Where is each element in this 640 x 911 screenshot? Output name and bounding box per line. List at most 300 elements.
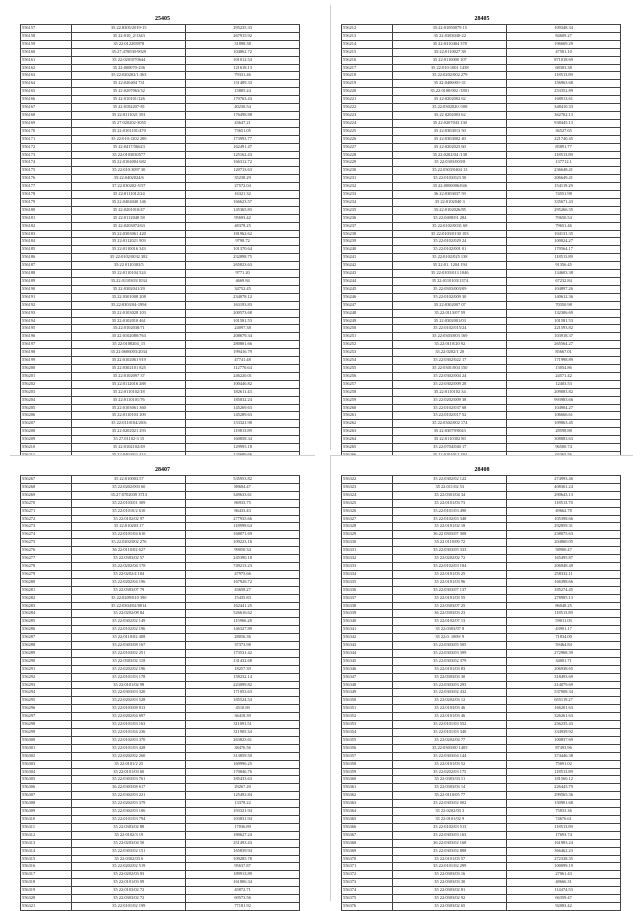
row-number-cell: 556350 <box>342 697 393 705</box>
cadastral-number-cell: 35 22:0101/04 236 <box>72 729 186 737</box>
value-cell: 167926.72 <box>186 578 300 586</box>
table-row <box>342 175 621 183</box>
table-row <box>342 301 621 309</box>
value-cell: 105398.66 <box>507 515 621 523</box>
cadastral-number-cell: 35.22:0101/03 83 <box>393 665 507 673</box>
document-page-1 <box>10 5 315 450</box>
row-number-cell: 556270 <box>21 499 72 507</box>
cadastral-number-cell: 35 22:0102/029 24 <box>393 238 507 246</box>
row-number-cell: 556320 <box>21 895 72 903</box>
row-number-cell: 556326 <box>342 507 393 515</box>
table-row <box>21 673 300 681</box>
cadastral-number-cell: 35 22:0303/003 169 <box>393 333 507 341</box>
row-number-cell: 556369 <box>342 847 393 855</box>
row-number-cell: 556267 <box>21 476 72 484</box>
cadastral-number-cell: 35 22:0110000 107 <box>393 56 507 64</box>
value-cell: 272338.35 <box>507 855 621 863</box>
row-number-cell: 556287 <box>21 634 72 642</box>
cadastral-number-cell: 35 22:0110/02 408 <box>72 634 186 642</box>
cadastral-number-cell: 35 22:0207043 130 <box>393 119 507 127</box>
value-cell: 71834.00 <box>507 634 621 642</box>
value-cell: 45872.71 <box>186 887 300 895</box>
table-row <box>21 317 300 325</box>
row-number-cell: 556311 <box>21 823 72 831</box>
row-number-cell: 556173 <box>21 151 72 159</box>
row-number-cell: 556324 <box>342 491 393 499</box>
cadastral-number-cell: 35 22:0303/07 8 <box>393 626 507 634</box>
cadastral-number-cell: 35 22:0303/02 57 <box>72 555 186 563</box>
row-number-cell: 556306 <box>21 784 72 792</box>
table-row <box>21 167 300 175</box>
table-row <box>342 380 621 388</box>
cadastral-number-cell: 35 22:0101/03 794 <box>72 815 186 823</box>
table-row <box>21 364 300 372</box>
table-row <box>342 191 621 199</box>
cadastral-number-cell: 35 22:0303/03 14 <box>393 784 507 792</box>
value-cell: 166201.63 <box>507 705 621 713</box>
table-row <box>342 246 621 254</box>
row-number-cell: 556264 <box>342 436 393 444</box>
table-row <box>21 831 300 839</box>
value-cell: 118513.89 <box>507 610 621 618</box>
table-row <box>21 610 300 618</box>
cadastral-number-cell: 35 22:0302/009 28 <box>393 380 507 388</box>
cadastral-number-cell: 35 22:0102/015/24 <box>393 325 507 333</box>
cadastral-number-cell: 35:22:0402024/6 <box>72 175 186 183</box>
cadastral-number-cell: 35 22:0303/02 72 <box>72 895 186 903</box>
table-row <box>21 815 300 823</box>
row-number-cell: 556163 <box>21 72 72 80</box>
page-title: 28405 <box>474 16 490 22</box>
value-cell: 290643.13 <box>507 491 621 499</box>
table-row <box>342 578 621 586</box>
table-row <box>21 823 300 831</box>
cadastral-number-cell: 35 22:010101/126 <box>72 96 186 104</box>
cadastral-number-cell: 35 22:0303/03 293 <box>393 681 507 689</box>
value-cell: 15885.24 <box>186 88 300 96</box>
table-row <box>21 412 300 420</box>
value-cell: 104131.35 <box>507 230 621 238</box>
value-cell: 274993.46 <box>507 476 621 484</box>
row-number-cell: 556217 <box>342 64 393 72</box>
cadastral-number-cell: 35 22:0103/01 309 <box>72 499 186 507</box>
value-cell: 408361.24 <box>507 483 621 491</box>
value-cell: 267915.92 <box>186 32 300 40</box>
cadastral-number-cell: 35 22:0303/02 432 <box>393 689 507 697</box>
row-number-cell: 556157 <box>21 25 72 33</box>
row-number-cell: 556184 <box>21 238 72 246</box>
table-row <box>21 333 300 341</box>
table-row <box>21 784 300 792</box>
value-cell: 140612.36 <box>507 293 621 301</box>
table-row <box>21 744 300 752</box>
value-cell: 335671.43 <box>507 198 621 206</box>
row-number-cell: 556365 <box>342 815 393 823</box>
row-number-cell: 556351 <box>342 705 393 713</box>
value-cell: 104862.72 <box>186 48 300 56</box>
value-cell: 168913.61 <box>507 96 621 104</box>
cadastral-number-cell: 35 22:0101/03 52 <box>393 760 507 768</box>
row-number-cell: 556372 <box>342 871 393 879</box>
row-number-cell: 556167 <box>21 104 72 112</box>
row-number-cell: 556237 <box>342 222 393 230</box>
value-cell: 295266.35 <box>507 206 621 214</box>
table-row <box>21 40 300 48</box>
table-row <box>342 752 621 760</box>
cadastral-number-cell: 35 22:0102/025 138 <box>393 254 507 262</box>
value-cell: 86048.25 <box>507 602 621 610</box>
document-page-4 <box>330 455 633 908</box>
cadastral-number-cell: 35 22:0101/03 163 <box>72 721 186 729</box>
cadastral-number-cell: 35 22:0104004 682 <box>72 159 186 167</box>
table-row <box>342 436 621 444</box>
row-number-cell: 556241 <box>342 254 393 262</box>
value-cell: 171053.63 <box>186 689 300 697</box>
table-row <box>21 206 300 214</box>
cadastral-number-cell: 35 22:010003.57 <box>72 476 186 484</box>
table-row <box>342 491 621 499</box>
row-number-cell: 556182 <box>21 222 72 230</box>
row-number-cell: 556361 <box>342 784 393 792</box>
cadastral-number-cell: 35 22:0301/004 150 <box>393 364 507 372</box>
cadastral-number-cell: 35 22:0406001-31 <box>393 80 507 88</box>
row-number-cell: 556206 <box>21 412 72 420</box>
row-number-cell: 556373 <box>342 879 393 887</box>
value-cell: 47581.10 <box>507 48 621 56</box>
table-row <box>342 64 621 72</box>
cadastral-number-cell: 35 22:0110103/1374 <box>393 278 507 286</box>
cadastral-number-cell: 35 22:0310404 378 <box>393 40 507 48</box>
table-row <box>342 507 621 515</box>
row-number-cell: 556207 <box>21 420 72 428</box>
value-cell: 109223.16 <box>186 539 300 547</box>
row-number-cell: 556337 <box>342 594 393 602</box>
value-cell: 119813.89 <box>186 428 300 436</box>
table-row <box>21 902 300 910</box>
value-cell: 749213.23 <box>186 562 300 570</box>
row-number-cell: 556339 <box>342 610 393 618</box>
value-cell: 109285.78 <box>186 855 300 863</box>
table-row <box>21 776 300 784</box>
value-cell: 537008.34 <box>507 689 621 697</box>
row-number-cell: 556330 <box>342 539 393 547</box>
table-row <box>21 143 300 151</box>
value-cell: 223099.82 <box>186 681 300 689</box>
cadastral-number-cell: 35 22:0202/02 519 <box>72 863 186 871</box>
cadastral-number-cell: 35 22:0102097 37 <box>72 372 186 380</box>
value-cell: 37373.98 <box>186 642 300 650</box>
table-row <box>342 531 621 539</box>
table-row <box>21 847 300 855</box>
cadastral-number-cell: 35 22:0111012/24 <box>72 191 186 199</box>
cadastral-number-cell: 35:22:0102026/85 <box>393 206 507 214</box>
row-number-cell: 556277 <box>21 555 72 563</box>
cadastral-number-cell: 35 22:0303013 50 <box>393 127 507 135</box>
cadastral-number-cell: 35 22:0302/004 24 <box>393 372 507 380</box>
page-title: 28408 <box>474 467 490 473</box>
row-number-cell: 556174 <box>21 159 72 167</box>
table-row <box>342 96 621 104</box>
table-row <box>342 238 621 246</box>
table-row <box>342 483 621 491</box>
row-number-cell: 556273 <box>21 523 72 531</box>
cadastral-number-cell: 35 22:0110104 524 <box>72 270 186 278</box>
cadastral-number-cell: 35 22:010:1202 200 <box>72 135 186 143</box>
row-number-cell: 556187 <box>21 262 72 270</box>
row-number-cell: 556231 <box>342 175 393 183</box>
row-number-cell: 556251 <box>342 333 393 341</box>
value-cell: 75691.02 <box>507 760 621 768</box>
value-cell: 47975.66 <box>186 570 300 578</box>
value-cell: 258332.11 <box>507 570 621 578</box>
row-number-cell: 556298 <box>21 721 72 729</box>
value-cell: 313859.50 <box>186 752 300 760</box>
row-number-cell: 556225 <box>342 127 393 135</box>
value-cell: 161983.24 <box>507 839 621 847</box>
row-number-cell: 556220 <box>342 88 393 96</box>
row-number-cell: 556366 <box>342 823 393 831</box>
row-number-cell: 556353 <box>342 721 393 729</box>
value-cell: 137712.1 <box>507 159 621 167</box>
cadastral-number-cell: 35 22:0202/003 60 <box>72 483 186 491</box>
cadastral-number-cell: 36.22 0303/07 308 <box>393 531 507 539</box>
row-number-cell: 556190 <box>21 285 72 293</box>
cadastral-number-cell: 35 22:0111021 591 <box>72 111 186 119</box>
cadastral-number-cell: 35 22:0303/003/8 <box>393 159 507 167</box>
value-cell: 204860.05 <box>507 539 621 547</box>
page-title: 28407 <box>155 467 170 473</box>
table-row <box>342 657 621 665</box>
value-cell: 366462.23 <box>507 847 621 855</box>
table-row <box>342 198 621 206</box>
cadastral-number-cell: 35 22:0102207-81 <box>72 104 186 112</box>
row-number-cell: 556197 <box>21 341 72 349</box>
row-number-cell: 556185 <box>21 246 72 254</box>
cadastral-number-cell: 35 22:0103/02 251 <box>72 649 186 657</box>
cadastral-number-cell: 35 22:0102/02 97 <box>72 515 186 523</box>
row-number-cell: 556199 <box>21 357 72 365</box>
row-number-cell: 556250 <box>342 325 393 333</box>
cadastral-number-cell: 36 22:0303/08 617 <box>72 784 186 792</box>
row-number-cell: 556279 <box>21 570 72 578</box>
table-row <box>342 428 621 436</box>
row-number-cell: 556268 <box>21 483 72 491</box>
cadastral-number-cell: 35 22:0303/03 30 <box>393 879 507 887</box>
row-number-cell: 556331 <box>342 547 393 555</box>
cadastral-number-cell: 35 22:0. 1009/ 9 <box>393 634 507 642</box>
row-number-cell: 556205 <box>21 404 72 412</box>
row-number-cell: 556341 <box>342 626 393 634</box>
value-cell: 86933.75 <box>186 499 300 507</box>
row-number-cell: 556285 <box>21 618 72 626</box>
value-cell: 104897.26 <box>507 285 621 293</box>
cadastral-number-cell: 35 22:0102010 461 <box>72 317 186 325</box>
table-row <box>21 792 300 800</box>
row-number-cell: 556175 <box>21 167 72 175</box>
row-number-cell: 556227 <box>342 143 393 151</box>
value-cell: 95637.87 <box>186 863 300 871</box>
value-cell: 251493.43 <box>186 839 300 847</box>
table-row <box>21 285 300 293</box>
row-number-cell: 556310 <box>21 815 72 823</box>
row-number-cell: 556232 <box>342 183 393 191</box>
value-cell: 77181.92 <box>186 902 300 910</box>
value-cell: 326261.63 <box>507 713 621 721</box>
table-row <box>21 96 300 104</box>
row-number-cell: 556291 <box>21 665 72 673</box>
cadastral-number-cell: 35 27.01102-3 15 <box>72 436 186 444</box>
table-row <box>21 396 300 404</box>
row-number-cell: 556296 <box>21 705 72 713</box>
cadastral-number-cell: 35.22:0100/002 /1801 <box>393 88 507 96</box>
cadastral-number-cell: 35 22:0101101/470 <box>72 127 186 135</box>
row-number-cell: 556286 <box>21 626 72 634</box>
value-cell: 238075.63 <box>507 531 621 539</box>
cadastral-number-cell: 35 22:0101/03 60 <box>72 768 186 776</box>
table-row <box>342 887 621 895</box>
cadastral-number-cell: 35 22:0408/01 284 <box>393 214 507 222</box>
row-number-cell: 556338 <box>342 602 393 610</box>
row-number-cell: 556233 <box>342 191 393 199</box>
value-cell: 206948.49 <box>507 562 621 570</box>
cadastral-number-cell: 35 22:0102/03 513 <box>393 823 507 831</box>
table-row <box>342 800 621 808</box>
value-cell: 160858.34 <box>186 436 300 444</box>
cadastral-number-cell: 35 22:0112040 58 <box>72 214 186 222</box>
table-row <box>342 341 621 349</box>
cadastral-number-cell: 35:22:0202/04 178 <box>72 562 186 570</box>
value-cell: 154119.29 <box>507 183 621 191</box>
cadastral-number-cell: 35 22:01010/2 610 <box>72 507 186 515</box>
row-number-cell: 556256 <box>342 372 393 380</box>
table-row <box>21 665 300 673</box>
cadastral-number-cell: 35 22:0202/03 83 <box>72 871 186 879</box>
row-number-cell: 556230 <box>342 167 393 175</box>
value-cell: 206649.41 <box>507 175 621 183</box>
row-number-cell: 556255 <box>342 364 393 372</box>
value-cell: 24571.42 <box>507 372 621 380</box>
table-row <box>342 309 621 317</box>
value-cell: 311905.34 <box>186 729 300 737</box>
value-cell: 170763.43 <box>186 96 300 104</box>
value-cell: 101581.53 <box>507 317 621 325</box>
cadastral-number-cell: 35 22:03079/0043 <box>393 428 507 436</box>
table-row <box>342 444 621 452</box>
table-row <box>342 230 621 238</box>
cadastral-number-cell: 35 22:020404 731 <box>72 80 186 88</box>
value-cell: 17693.74 <box>507 831 621 839</box>
cadastral-number-cell: 35 22:0704/040 17 <box>393 444 507 452</box>
value-cell: 181962.62 <box>186 230 300 238</box>
row-number-cell: 556228 <box>342 151 393 159</box>
table-row <box>21 357 300 365</box>
row-number-cell: 556275 <box>21 539 72 547</box>
cadastral-number-cell: 35 22:0102/037 68 <box>393 404 507 412</box>
cadastral-number-cell: 35 22:0303/07 137 <box>393 586 507 594</box>
row-number-cell: 556316 <box>21 863 72 871</box>
table-row <box>21 48 300 56</box>
document-page-3 <box>10 455 315 908</box>
value-cell: 85667.01 <box>507 349 621 357</box>
cadastral-number-cell: 35 22:0202/03 3 <box>393 808 507 816</box>
row-number-cell: 556171 <box>21 135 72 143</box>
cadastral-number-cell: 35 22:0101/02 9 <box>393 815 507 823</box>
row-number-cell: 556180 <box>21 206 72 214</box>
table-row <box>342 855 621 863</box>
value-cell: 70650.54 <box>507 214 621 222</box>
row-number-cell: 556344 <box>342 649 393 657</box>
cadastral-number-cell: 35 22:0302/02 122 <box>393 476 507 484</box>
row-number-cell: 556260 <box>342 404 393 412</box>
value-cell: 162441.25 <box>186 602 300 610</box>
table-row <box>21 183 300 191</box>
value-cell: 209083.82 <box>507 388 621 396</box>
row-number-cell: 556258 <box>342 388 393 396</box>
value-cell: 27572.04 <box>186 183 300 191</box>
value-cell: 169996.25 <box>186 760 300 768</box>
table-row <box>342 214 621 222</box>
value-cell: 170564.17 <box>507 246 621 254</box>
row-number-cell: 556224 <box>342 119 393 127</box>
table-row <box>21 270 300 278</box>
value-cell: 114474.53 <box>507 887 621 895</box>
value-cell: 311091.51 <box>186 721 300 729</box>
cadastral-number-cell: 35 22:012203978 <box>72 40 186 48</box>
cadastral-number-cell: 35 22:0201010/47 <box>72 206 186 214</box>
value-cell: 655119.27 <box>507 697 621 705</box>
value-cell: 74551.98 <box>507 191 621 199</box>
cadastral-number-cell: 35:22:0102030/71 <box>72 325 186 333</box>
cadastral-number-cell: 35 22:0110102/18 <box>72 388 186 396</box>
cadastral-number-cell: 35 22:0301/04 34 <box>393 491 507 499</box>
table-row <box>342 499 621 507</box>
value-cell: 106666.61 <box>507 412 621 420</box>
cadastral-number-cell: 35 22:0202/04 196 <box>72 578 186 586</box>
table-row <box>21 88 300 96</box>
value-cell: 118513.89 <box>507 72 621 80</box>
parcel-table <box>20 24 300 460</box>
table-row <box>21 586 300 594</box>
table-row <box>21 238 300 246</box>
value-cell: 162491.47 <box>186 143 300 151</box>
cadastral-number-cell: 35 22:0101/02 98 <box>72 681 186 689</box>
cadastral-number-cell: 35 22:0112021 903 <box>72 238 186 246</box>
table-row <box>342 689 621 697</box>
row-number-cell: 556212 <box>342 25 393 33</box>
parcel-table <box>341 24 621 460</box>
cadastral-number-cell: 35 22:0102/3 19 <box>72 831 186 839</box>
table-row <box>342 151 621 159</box>
value-cell: 13054.86 <box>507 364 621 372</box>
table-row <box>21 404 300 412</box>
table-row <box>342 570 621 578</box>
cadastral-number-cell: 35 22:0302101 825 <box>72 364 186 372</box>
value-cell: 18257.39 <box>186 665 300 673</box>
row-number-cell: 556278 <box>21 562 72 570</box>
value-cell: 256235.43 <box>507 721 621 729</box>
table-row <box>21 151 300 159</box>
value-cell: 101581.53 <box>186 317 300 325</box>
table-row <box>342 523 621 531</box>
table-row <box>342 515 621 523</box>
table-row <box>342 40 621 48</box>
value-cell: 100024.27 <box>507 238 621 246</box>
cadastral-number-cell: 35 22:0103028 103 <box>72 309 186 317</box>
table-row <box>342 594 621 602</box>
cadastral-number-cell: 35.22:0101/03 490 <box>393 507 507 515</box>
value-cell: 73651.05 <box>186 127 300 135</box>
cadastral-number-cell: 35 22:0302001/03 <box>393 317 507 325</box>
